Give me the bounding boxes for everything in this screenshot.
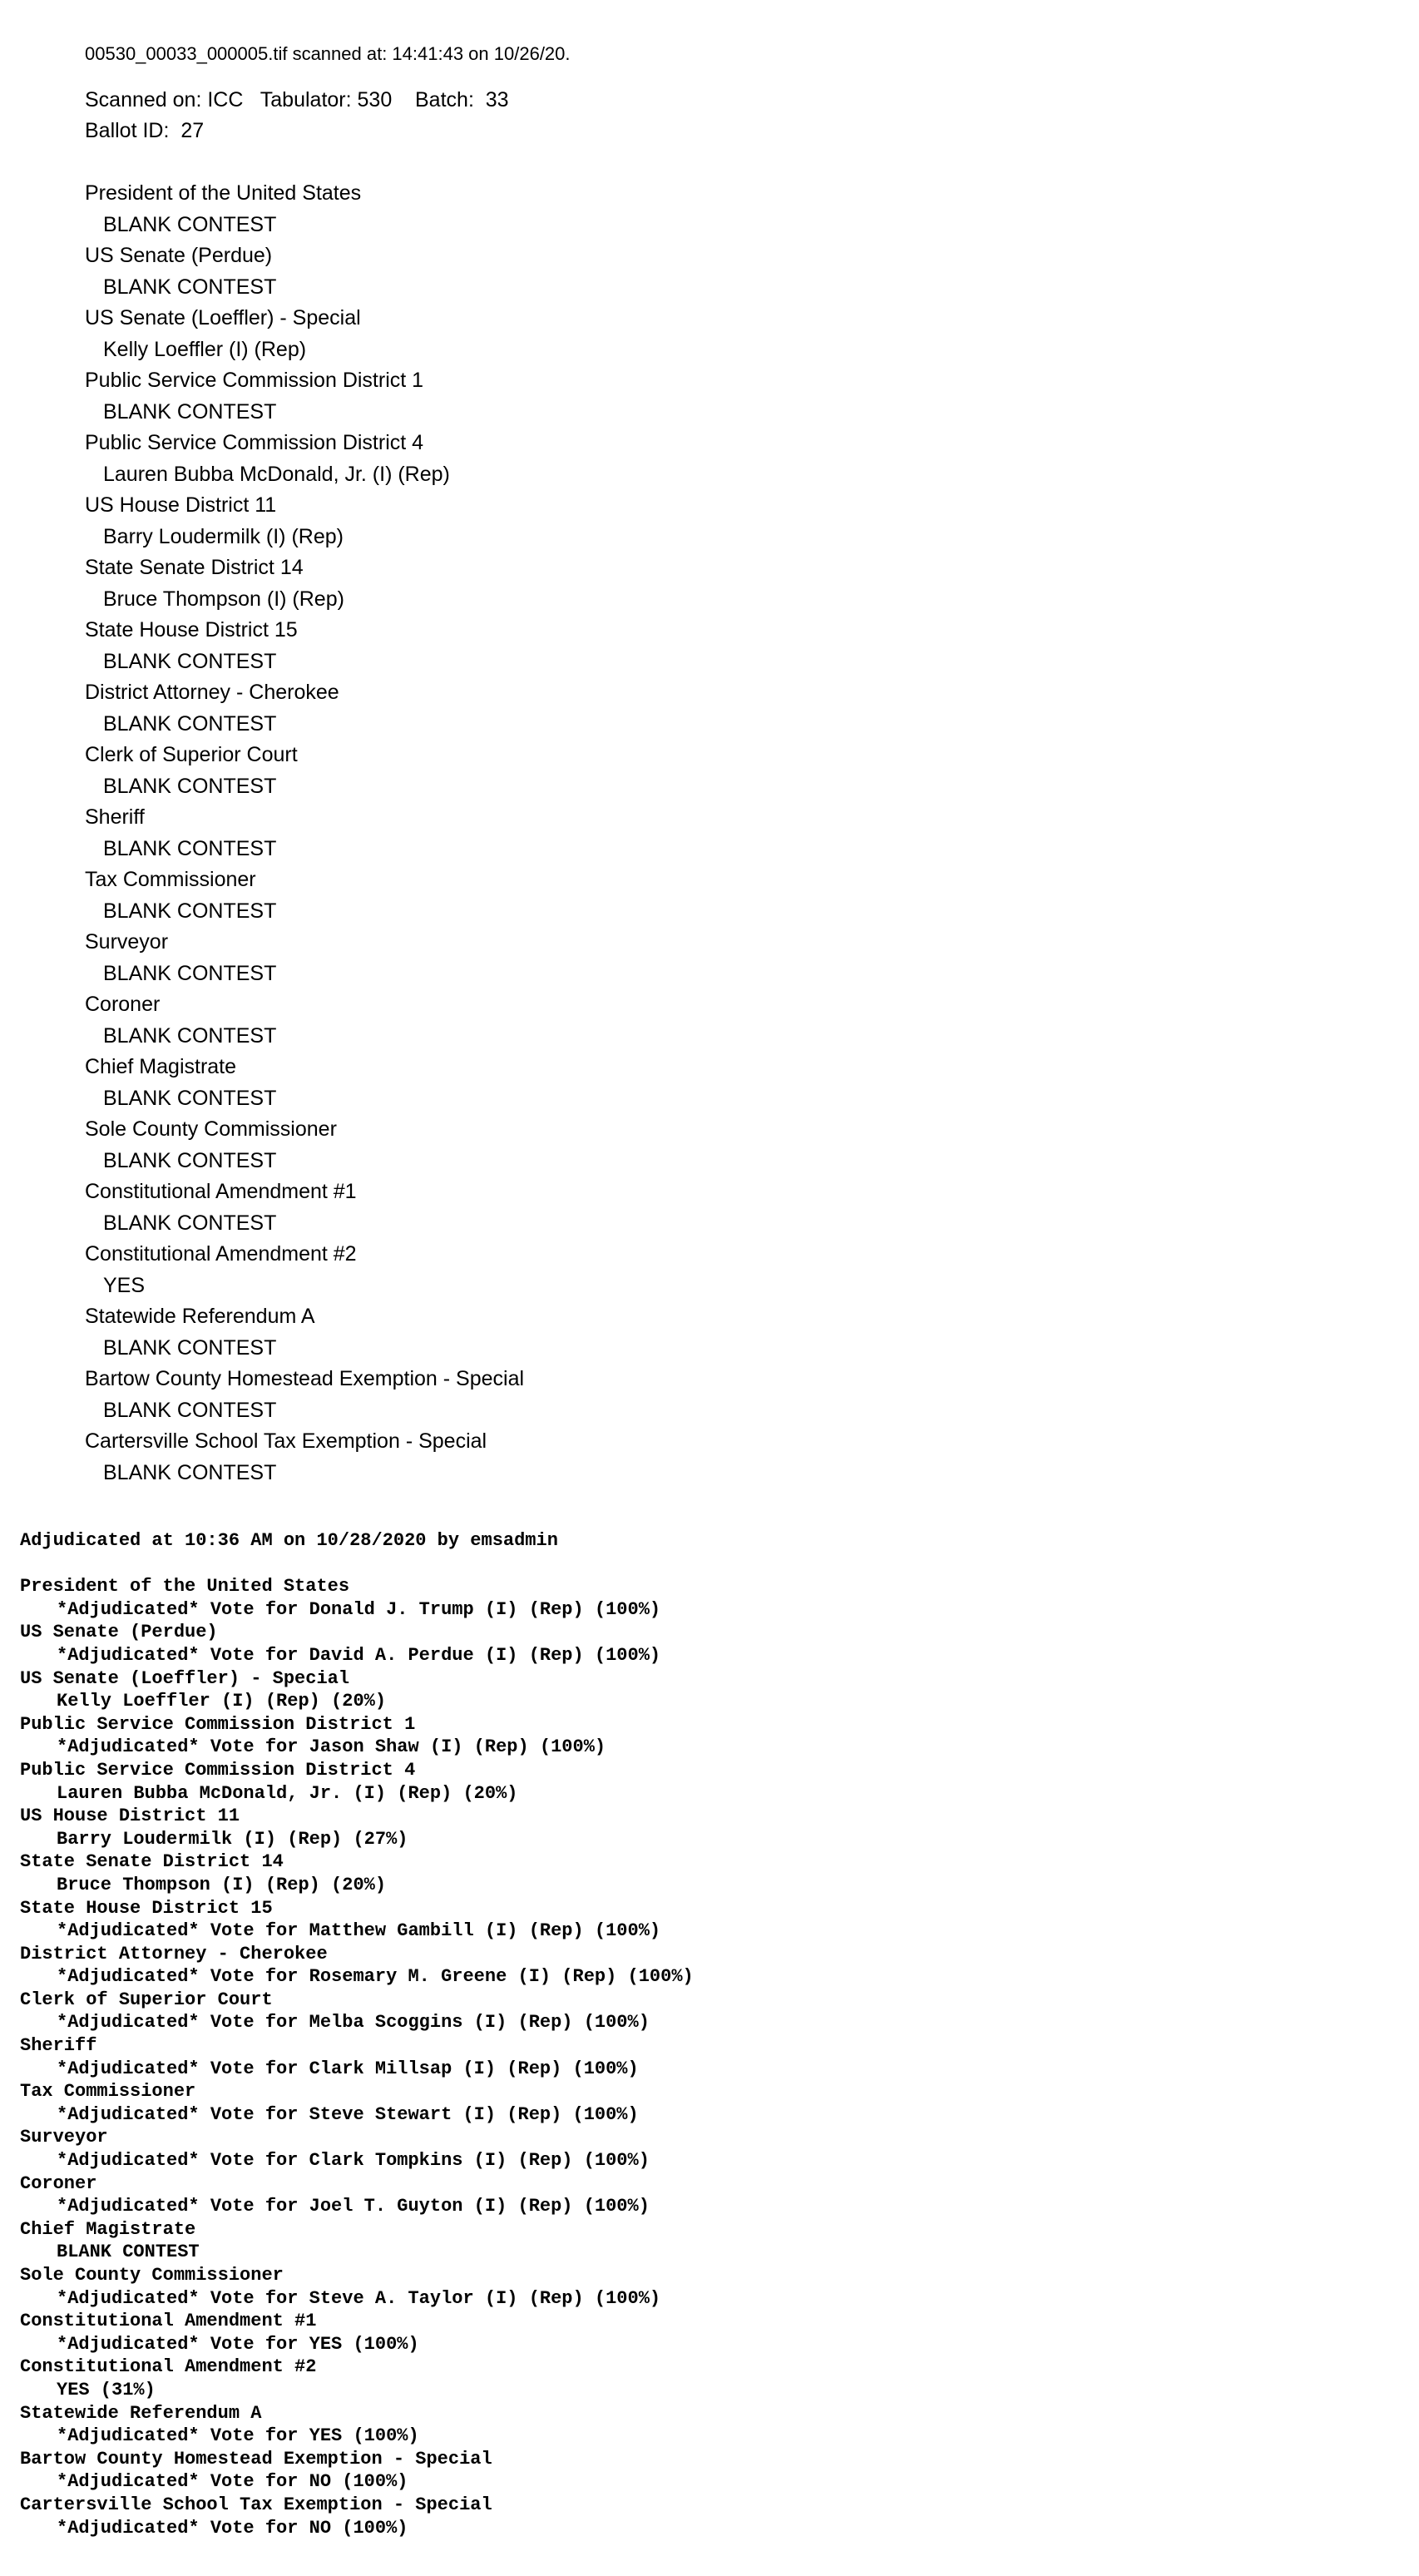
scanned-on-line: Scanned on: ICC Tabulator: 530 Batch: 33 <box>85 87 509 111</box>
spacer <box>85 147 1332 179</box>
scan-contest-choice: Barry Loudermilk (I) (Rep) <box>103 524 344 548</box>
adjudication-contest-name: State House District 15 <box>20 1897 273 1919</box>
scan-contest-name: State Senate District 14 <box>85 556 304 579</box>
scan-contest-name: Statewide Referendum A <box>85 1305 315 1328</box>
scan-contest-name: Sole County Commissioner <box>85 1117 337 1141</box>
scan-contest-name: District Attorney - Cherokee <box>85 681 339 704</box>
adjudication-contest-name: Tax Commissioner <box>20 2081 196 2103</box>
scan-contest-choice: YES <box>103 1273 146 1297</box>
scan-contest-name: Clerk of Superior Court <box>85 743 298 766</box>
scan-contest-choice: BLANK CONTEST <box>103 1211 277 1235</box>
scan-contest-choice: BLANK CONTEST <box>103 899 277 923</box>
adjudication-record <box>20 1529 1401 2539</box>
adjudication-contest-choice: Bruce Thompson (I) (Rep) (20%) <box>57 1874 387 1895</box>
scan-contest-choice: Kelly Loeffler (I) (Rep) <box>103 337 307 361</box>
adjudication-contest-name: Clerk of Superior Court <box>20 1989 273 2010</box>
adjudication-contest-choice: *Adjudicated* Vote for NO (100%) <box>57 2517 408 2539</box>
scan-contest-name: Public Service Commission District 1 <box>85 369 424 392</box>
adjudication-contest-choice: *Adjudicated* Vote for NO (100%) <box>57 2471 408 2493</box>
adjudication-contest-name: Constitutional Amendment #1 <box>20 2311 317 2332</box>
adjudication-contest-choice: *Adjudicated* Vote for Clark Millsap (I) (Rep) (100%) <box>57 2058 639 2079</box>
adjudication-contest-choice: *Adjudicated* Vote for Jason Shaw (I) (Rep) (100%) <box>57 1736 606 1758</box>
scan-contest-choice: BLANK CONTEST <box>103 1148 277 1172</box>
scan-contest-choice: BLANK CONTEST <box>103 1398 277 1422</box>
adjudication-contest-choice: *Adjudicated* Vote for Melba Scoggins (I) (Rep) (100%) <box>57 2012 650 2034</box>
scan-contest-name: Sheriff <box>85 805 145 829</box>
adjudication-contest-choice: *Adjudicated* Vote for Steve A. Taylor (I) (Rep) (100%) <box>57 2287 661 2309</box>
scan-contest-name: Coroner <box>85 993 161 1016</box>
scan-contest-choice: BLANK CONTEST <box>103 649 277 673</box>
adjudication-contest-choice: *Adjudicated* Vote for Rosemary M. Greene (I) (Rep) (100%) <box>57 1966 694 1988</box>
adjudication-contest-choice: Barry Loudermilk (I) (Rep) (27%) <box>57 1828 408 1850</box>
adjudication-contest-name: District Attorney - Cherokee <box>20 1943 328 1964</box>
scan-contest-name: US Senate (Loeffler) - Special <box>85 306 361 329</box>
adjudication-contest-choice: *Adjudicated* Vote for Clark Tompkins (I) (Rep) (100%) <box>57 2150 650 2172</box>
scan-contest-name: US Senate (Perdue) <box>85 244 273 267</box>
adjudication-contest-name: Constitutional Amendment #2 <box>20 2356 317 2378</box>
adjudication-contest-choice: *Adjudicated* Vote for David A. Perdue (I) (Rep) (100%) <box>57 1644 661 1666</box>
scan-contest-name: Public Service Commission District 4 <box>85 431 424 454</box>
scan-contest-name: Cartersville School Tax Exemption - Special <box>85 1429 487 1453</box>
adjudication-contest-choice: *Adjudicated* Vote for Donald J. Trump (I) (Rep) (100%) <box>57 1598 661 1620</box>
adjudication-contest-choice: *Adjudicated* Vote for YES (100%) <box>57 2425 419 2447</box>
adjudication-contest-name: President of the United States <box>20 1576 350 1598</box>
adjudication-contest-choice: BLANK CONTEST <box>57 2242 200 2263</box>
adjudication-contest-name: Chief Magistrate <box>20 2218 196 2240</box>
scan-contest-choice: BLANK CONTEST <box>103 711 277 736</box>
scan-contest-name: Surveyor <box>85 930 169 954</box>
scan-contest-list <box>85 178 1332 1489</box>
scan-contest-choice: BLANK CONTEST <box>103 774 277 798</box>
scan-contest-choice: Lauren Bubba McDonald, Jr. (I) (Rep) <box>103 462 450 486</box>
adjudication-contest-choice: *Adjudicated* Vote for YES (100%) <box>57 2333 419 2355</box>
scan-contest-name: Constitutional Amendment #1 <box>85 1180 357 1203</box>
scan-contest-choice: BLANK CONTEST <box>103 275 277 299</box>
adjudication-contest-choice: Kelly Loeffler (I) (Rep) (20%) <box>57 1691 387 1712</box>
adjudication-contest-name: Public Service Commission District 4 <box>20 1759 416 1781</box>
scan-contest-choice: Bruce Thompson (I) (Rep) <box>103 587 344 611</box>
adjudication-contest-name: Coroner <box>20 2172 97 2194</box>
scan-contest-choice: BLANK CONTEST <box>103 961 277 985</box>
scan-contest-choice: BLANK CONTEST <box>103 399 277 424</box>
scan-contest-name: President of the United States <box>85 181 362 205</box>
scan-record <box>85 38 1332 1489</box>
scan-contest-choice: BLANK CONTEST <box>103 836 277 860</box>
adjudication-contest-choice: Lauren Bubba McDonald, Jr. (I) (Rep) (20%) <box>57 1782 518 1804</box>
adjudication-header: Adjudicated at 10:36 AM on 10/28/2020 by emsadmin <box>20 1530 558 1551</box>
adjudication-contest-name: Public Service Commission District 1 <box>20 1713 416 1735</box>
adjudication-contest-name: US House District 11 <box>20 1806 240 1827</box>
scan-contest-name: Constitutional Amendment #2 <box>85 1242 357 1266</box>
scan-contest-name: US House District 11 <box>85 493 277 517</box>
scan-contest-choice: BLANK CONTEST <box>103 1335 277 1360</box>
adjudication-contest-choice: YES (31%) <box>57 2379 156 2400</box>
adjudication-contest-name: US Senate (Perdue) <box>20 1622 218 1643</box>
ballot-id-line: Ballot ID: 27 <box>85 119 205 142</box>
adjudication-contest-name: Cartersville School Tax Exemption - Special <box>20 2494 492 2515</box>
adjudication-contest-name: Bartow County Homestead Exemption - Special <box>20 2448 492 2469</box>
adjudication-contest-name: Sole County Commissioner <box>20 2265 284 2286</box>
adjudication-contest-name: Statewide Referendum A <box>20 2402 262 2424</box>
scan-contest-choice: BLANK CONTEST <box>103 1023 277 1048</box>
scan-contest-name: Tax Commissioner <box>85 868 256 891</box>
scan-contest-name: Chief Magistrate <box>85 1055 237 1078</box>
scan-contest-choice: BLANK CONTEST <box>103 1460 277 1484</box>
scan-contest-name: State House District 15 <box>85 618 298 642</box>
scan-file-line: 00530_00033_000005.tif scanned at: 14:41:43 on 10/26/20. <box>85 43 571 64</box>
adjudication-contest-choice: *Adjudicated* Vote for Matthew Gambill (I) (Rep) (100%) <box>57 1920 661 1942</box>
scan-contest-name: Bartow County Homestead Exemption - Special <box>85 1367 525 1390</box>
adjudication-contest-name: Surveyor <box>20 2127 108 2148</box>
adjudication-contest-name: State Senate District 14 <box>20 1851 284 1873</box>
adjudication-contest-name: Sheriff <box>20 2035 97 2057</box>
adjudication-contest-list <box>20 1575 1401 2539</box>
adjudication-contest-name: US Senate (Loeffler) - Special <box>20 1667 350 1689</box>
adjudication-contest-choice: *Adjudicated* Vote for Steve Stewart (I) (Rep) (100%) <box>57 2103 639 2125</box>
adjudication-contest-choice: *Adjudicated* Vote for Joel T. Guyton (I) (Rep) (100%) <box>57 2196 650 2217</box>
scan-contest-choice: BLANK CONTEST <box>103 1086 277 1110</box>
scan-contest-choice: BLANK CONTEST <box>103 212 277 236</box>
